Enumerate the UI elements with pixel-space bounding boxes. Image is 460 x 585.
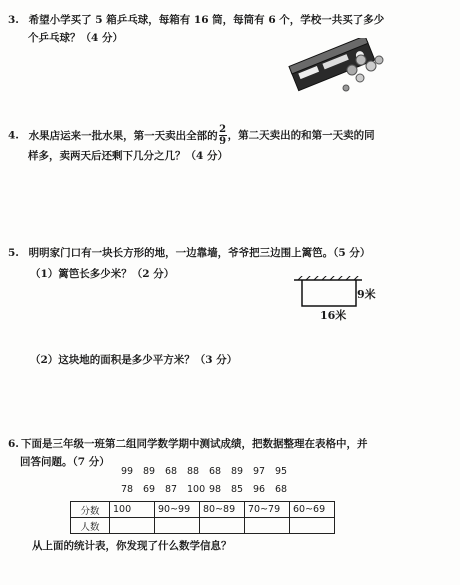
question-4-number: 4. bbox=[8, 129, 19, 142]
table-header-cell: 分数 bbox=[71, 502, 110, 518]
table-header-cell: 90~99 bbox=[155, 502, 200, 518]
question-6-prompt: 从上面的统计表，你发现了什么数学信息？ bbox=[32, 540, 232, 552]
table-cell-blank[interactable] bbox=[110, 518, 155, 534]
score: 95 bbox=[275, 466, 288, 477]
question-5-sub2: （2）这块地的面积是多少平方米？（3 分） bbox=[30, 354, 238, 366]
score-table bbox=[70, 501, 335, 534]
question-5-text: 明明家门口有一块长方形的地，一边靠墙，爷爷把三边围上篱笆。（5 分） bbox=[28, 247, 371, 259]
table-cell-blank[interactable] bbox=[245, 518, 290, 534]
question-6-text-line2: 回答问题。（7 分） bbox=[20, 456, 110, 468]
question-5-number: 5. bbox=[8, 247, 19, 259]
pingpong-box-illustration bbox=[288, 38, 388, 98]
table-cell-blank[interactable] bbox=[155, 518, 200, 534]
score: 85 bbox=[231, 484, 244, 495]
score: 89 bbox=[231, 466, 244, 477]
table-row-label: 人数 bbox=[71, 518, 110, 534]
scores-row-2 bbox=[121, 484, 297, 495]
question-4-text-pre: 水果店运来一批水果，第一天卖出全部的 bbox=[28, 129, 218, 142]
table-row bbox=[71, 518, 335, 534]
score: 87 bbox=[165, 484, 178, 495]
scores-row-1 bbox=[121, 466, 297, 477]
score: 68 bbox=[209, 466, 222, 477]
question-3-text-line1: 希望小学买了 5 箱乒乓球，每箱有 16 筒，每筒有 6 个，学校一共买了多少 bbox=[28, 14, 385, 26]
fraction-numerator: 2 bbox=[219, 124, 227, 135]
score: 78 bbox=[121, 484, 134, 495]
fence-diagram bbox=[290, 276, 380, 336]
table-header-cell: 100 bbox=[110, 502, 155, 518]
question-4-text-line2: 样多，卖两天后还剩下几分之几？（4 分） bbox=[28, 150, 228, 162]
length-label: 16米 bbox=[320, 309, 347, 322]
score: 88 bbox=[187, 466, 200, 477]
table-header-row bbox=[71, 502, 335, 518]
question-6-number: 6. bbox=[8, 438, 19, 450]
score: 69 bbox=[143, 484, 156, 495]
fraction-denominator: 9 bbox=[219, 136, 227, 147]
table-cell-blank[interactable] bbox=[200, 518, 245, 534]
question-4-text-post: ，第二天卖出的和第一天卖的同 bbox=[227, 129, 375, 142]
table-cell-blank[interactable] bbox=[290, 518, 335, 534]
score: 99 bbox=[121, 466, 134, 477]
question-3-number: 3. bbox=[8, 14, 19, 26]
question-3-text-line2: 个乒乓球？（4 分） bbox=[28, 32, 123, 44]
question-6-text-line1: 下面是三年级一班第二组同学数学期中测试成绩，把数据整理在表格中，并 bbox=[20, 438, 368, 450]
score: 97 bbox=[253, 466, 266, 477]
table-header-cell: 80~89 bbox=[200, 502, 245, 518]
score: 68 bbox=[165, 466, 178, 477]
score: 100 bbox=[187, 484, 206, 495]
score: 98 bbox=[209, 484, 222, 495]
question-5-sub1: （1）篱笆长多少米？（2 分） bbox=[30, 268, 175, 280]
score: 68 bbox=[275, 484, 288, 495]
question-4 bbox=[8, 124, 448, 165]
score: 89 bbox=[143, 466, 156, 477]
score: 96 bbox=[253, 484, 266, 495]
question-5 bbox=[8, 244, 448, 262]
table-header-cell: 60~69 bbox=[290, 502, 335, 518]
height-label: 9米 bbox=[357, 288, 376, 301]
fraction bbox=[219, 124, 227, 147]
table-header-cell: 70~79 bbox=[245, 502, 290, 518]
